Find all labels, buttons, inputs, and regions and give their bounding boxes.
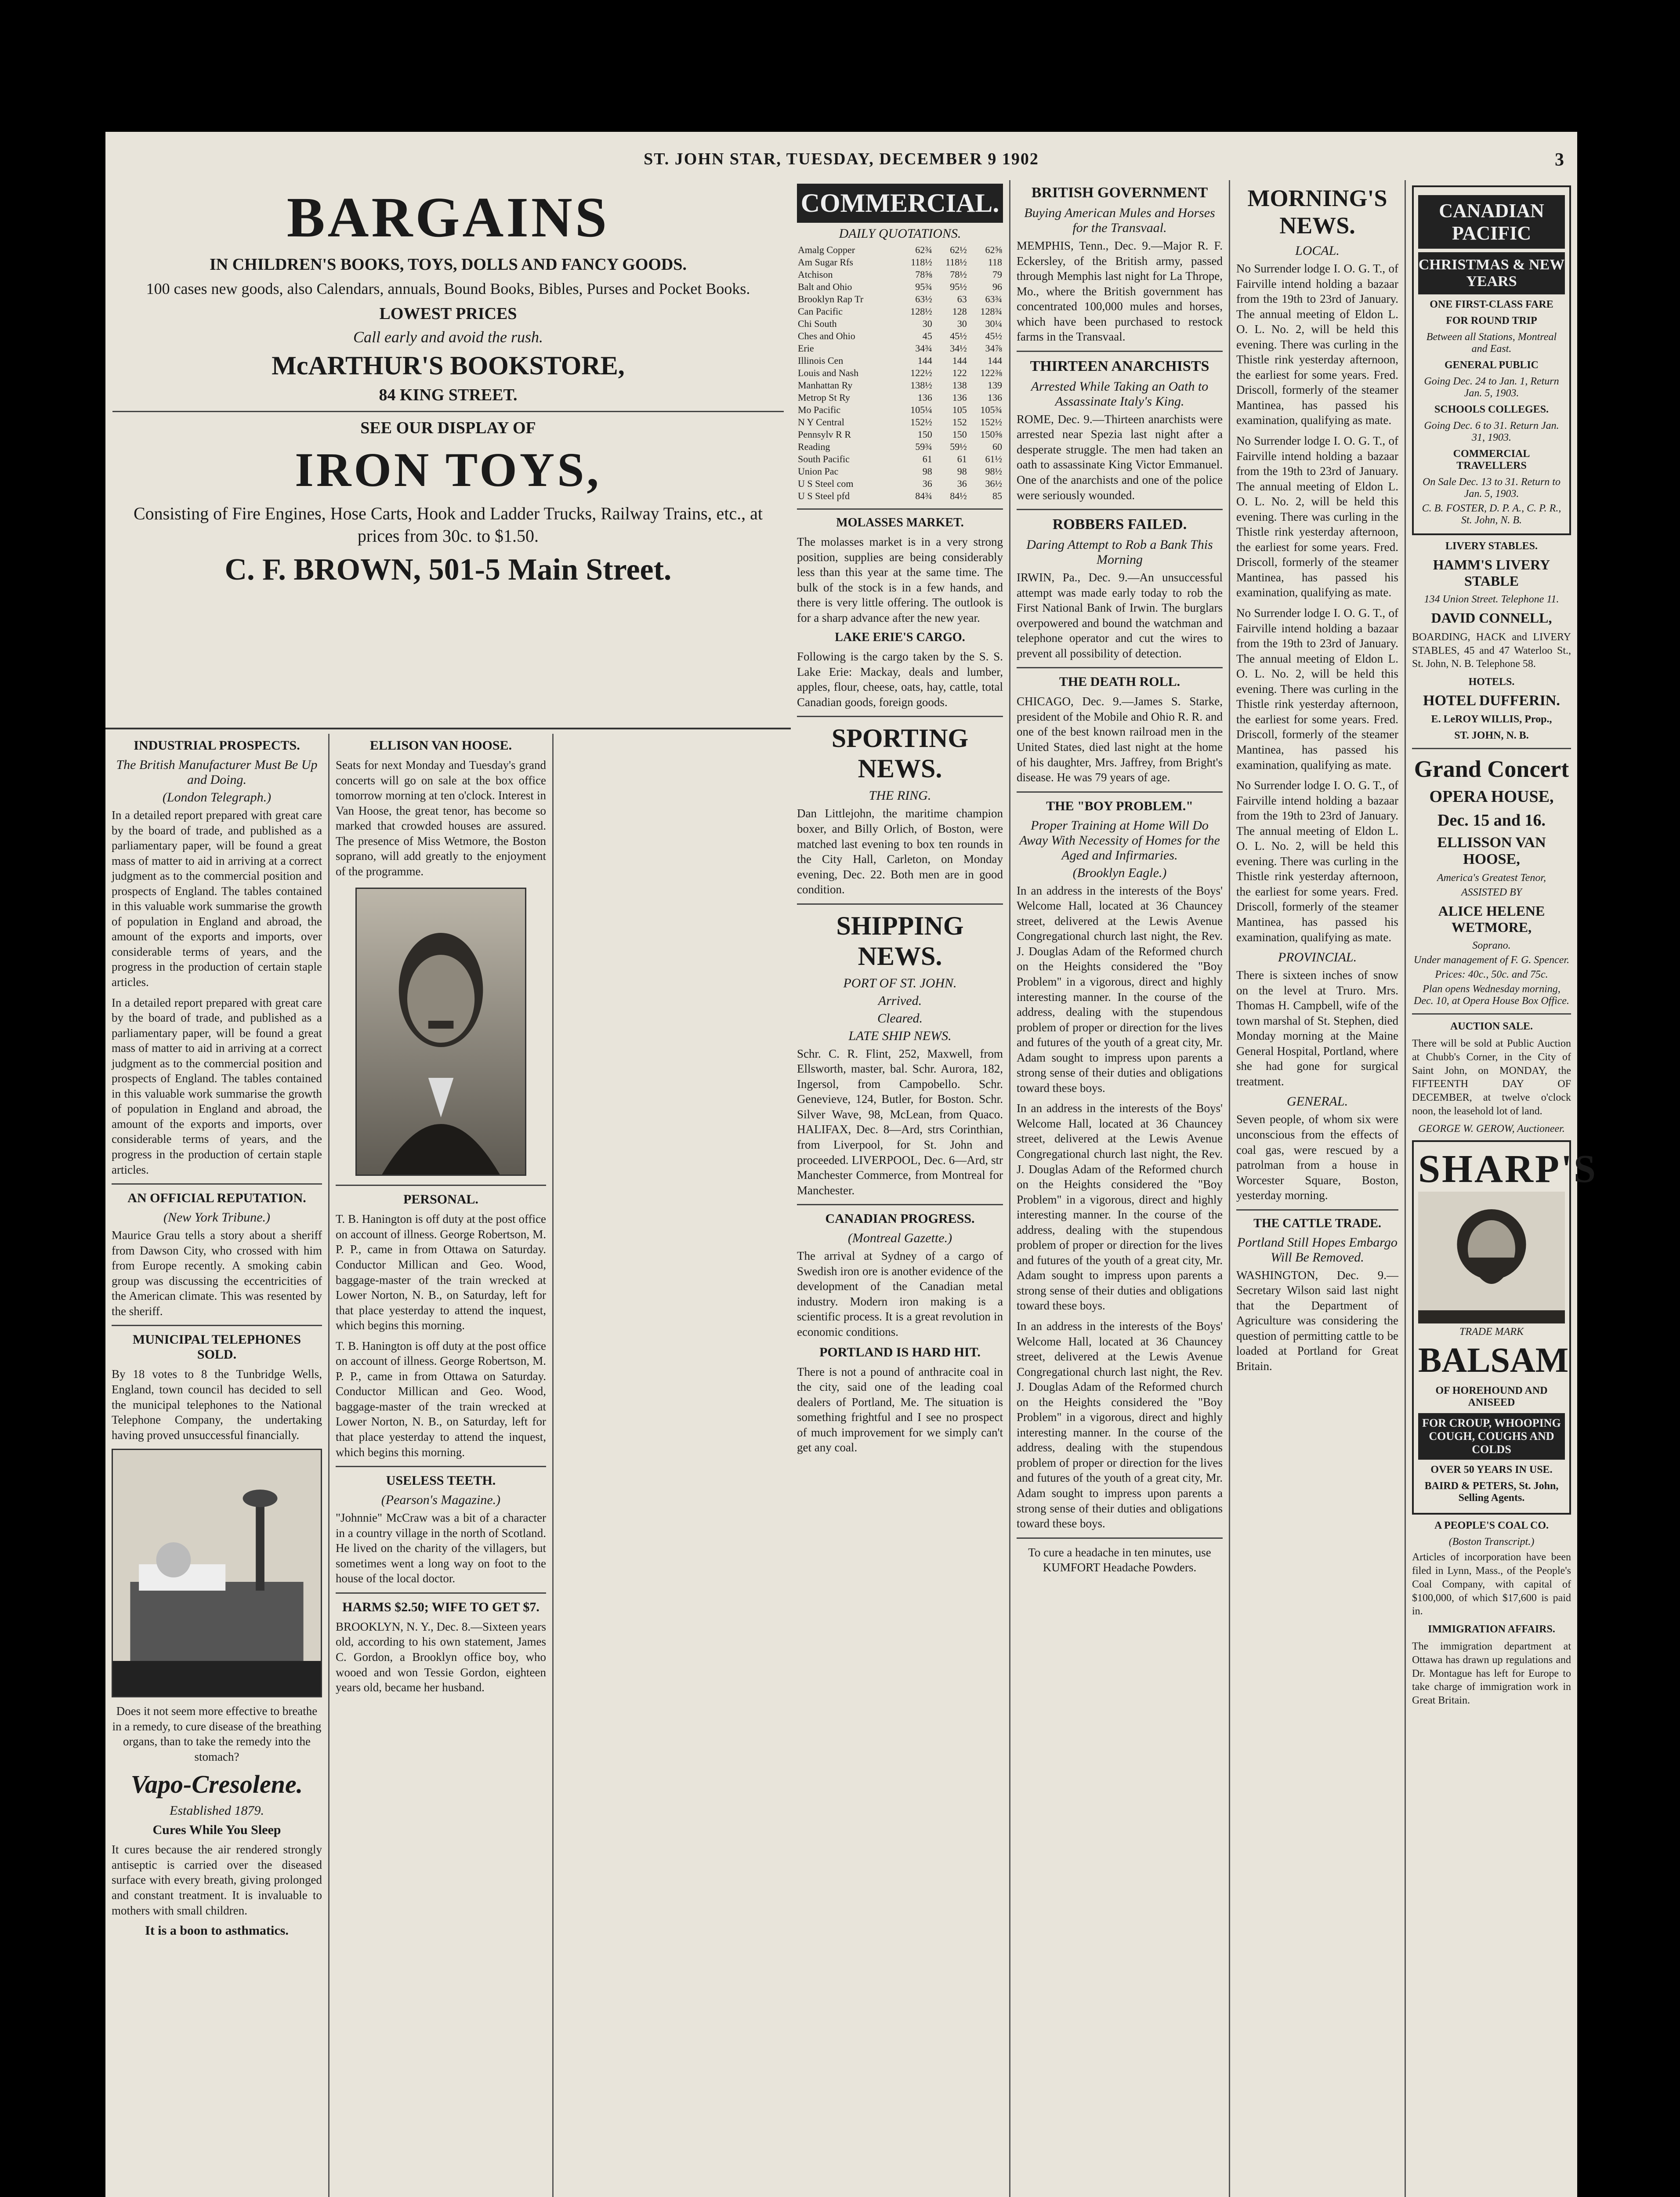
iron-toys-body: Consisting of Fire Engines, Hose Carts, Hook and Ladder Trucks, Railway Trains, etc., at prices from 30c. to $1.50. (133, 504, 763, 546)
table-cell: 139 (988, 380, 1002, 391)
table-cell: 84¾ (915, 490, 932, 501)
divider (1236, 1209, 1398, 1211)
robbers-headline: ROBBERS FAILED. (1052, 516, 1187, 533)
reputation-source: (New York Tribune.) (163, 1210, 271, 1225)
robbers-body: IRWIN, Pa., Dec. 9.—An unsuccessful attempt was made early today to rob the First National Bank of Irwin. The burglars overpowered and bound the watchman and telephone operator and cut the wires to prevent all possibility of detection. (1017, 571, 1223, 660)
table-cell: 152½ (980, 417, 1002, 428)
table-row (797, 465, 1003, 478)
boy-body-repeat: In an address in the interests of the Boys' Welcome Hall, located at 36 Chauncey street, delivered at the Lewis Avenue Congregational church last night, the Rev. J. Douglas Adam of the Reformed church on the Heights considered the "Boy Problem" in a vigorous, direct and highly interesting manner. In the course of the address, dealing with the stupendous problem of proper or direction for the lives and futures of the youth of a great city, Mr. Adam sought to impress upon parents a strong sense of their duties and obligations toward these boys. (1017, 1102, 1223, 1312)
coal-headline: A PEOPLE'S COAL CO. (1434, 1520, 1549, 1532)
cpr-headline: CHRISTMAS & NEW YEARS (1418, 252, 1565, 294)
local-sub: LOCAL. (1295, 243, 1340, 258)
table-row (797, 256, 1003, 268)
concert-soprano: ALICE HELENE WETMORE, (1438, 903, 1545, 935)
hotel-prop: E. LeROY WILLIS, Prop., (1431, 714, 1552, 725)
provincial-sub: PROVINCIAL. (1278, 950, 1357, 965)
hotel-name: HOTEL DUFFERIN. (1423, 692, 1560, 709)
hotel-city: ST. JOHN, N. B. (1454, 730, 1529, 742)
table-cell: 98 (957, 466, 967, 477)
personal-headline: PERSONAL. (403, 1192, 478, 1207)
table-cell: 150 (952, 429, 967, 440)
table-cell: 152½ (910, 417, 932, 428)
industrial-headline: INDUSTRIAL PROSPECTS. (134, 738, 300, 753)
table-row (797, 318, 1003, 330)
table-cell: 138½ (910, 380, 932, 391)
table-cell: 61 (957, 453, 967, 464)
lake-body: Following is the cargo taken by the S. S. Lake Erie: Mackay, deals and lumber, apples, flour, cheese, oats, hay, cattle, total Canadian goods, foreign goods. (797, 650, 1003, 709)
sporting-body: Dan Littlejohn, the maritime champion boxer, and Billy Orlich, of Boston, were matched last evening to box ten rounds in the City Hall, Carleton, on Monday evening, Dec. 22. Both men are in good condition. (797, 807, 1003, 896)
table-cell: 96 (992, 281, 1002, 292)
wife-body: BROOKLYN, N. Y., Dec. 8.—Sixteen years old, according to his own statement, James C. Gordon, a Brooklyn office boy, who wooed and won Tessie Gordon, eighteen years old, became her husband. (336, 1620, 546, 1694)
reputation-body: Maurice Grau tells a story about a sheriff from Dawson City, who crossed with him from Europe recently. A smoking cabin group was discussing the eccentricities of the American climate. This was resented by the sheriff. (112, 1229, 322, 1318)
table-cell: 128 (952, 306, 967, 317)
portland-body: There is not a pound of anthracite coal in the city, said one of the leading coal dealers of Portland, Me. The situation is something frightful and I see no prospect of much improvement for we simply can't get any coal. (797, 1365, 1003, 1454)
table-cell: 85 (992, 490, 1002, 501)
table-cell: 98½ (985, 466, 1002, 477)
cpr-trip: FOR ROUND TRIP (1446, 315, 1537, 326)
table-cell: Can Pacific (798, 306, 843, 317)
shipping-arrived: Arrived. (878, 993, 922, 1008)
table-cell: 122 (952, 367, 967, 378)
british-body: MEMPHIS, Tenn., Dec. 9.—Major R. F. Eckersley, of the British army, passed through Memphis last night for La Thrope, Mo., where the British government has concentrated 100,000 mules and horses, which have been purchased to restock farms in the Transvaal. (1017, 239, 1223, 344)
column-3 (791, 180, 1010, 2197)
table-cell: U S Steel com (798, 478, 854, 489)
reputation-headline: AN OFFICIAL REPUTATION. (127, 1191, 306, 1206)
table-cell: Mo Pacific (798, 404, 841, 415)
table-cell: 105¼ (910, 404, 932, 415)
divider (112, 1183, 322, 1185)
personal-body: T. B. Hanington is off duty at the post office on account of illness. George Robertson, M. P. P., came in from Ottawa on Saturday. Conductor Millican and Geo. Wood, baggage-master of the train wrecked at Lower Norton, N. B., on Saturday, left for that place yesterday to attend the inquest, which begins this morning. (336, 1212, 546, 1332)
bargains-prices: LOWEST PRICES (379, 305, 517, 323)
sporting-sub: THE RING. (869, 788, 931, 803)
auction-body: There will be sold at Public Auction at Chubb's Corner, in the City of Saint John, on MONDAY, the FIFTEENTH DAY OF DECEMBER, at twelve o'clock noon, the leasehold lot of land. (1412, 1038, 1571, 1117)
table-cell: Reading (798, 441, 830, 452)
coal-body: Articles of incorporation have been filed in Lynn, Mass., of the People's Coal Company, with capital of $100,000, of which $17,600 is paid in. (1412, 1552, 1571, 1617)
cpr-brand: CANADIAN PACIFIC (1418, 195, 1565, 249)
industrial-source: (London Telegraph.) (162, 790, 272, 805)
sharps-ad (1412, 1140, 1598, 1515)
local-body-repeat-3: No Surrender lodge I. O. G. T., of Fairville intend holding a bazaar from the 19th to 23rd of January. The annual meeting of Eldon L. O. L. No. 2, will be held this evening. There was curling in the Thistle rink yesterday afternoon, the earliest for some years. Fred. Driscoll, formerly of the steamer Mantinea, has passed his examination, qualifying as mate. (1236, 779, 1398, 944)
concert-plan: Plan opens Wednesday morning, Dec. 10, at Opera House Box Office. (1414, 983, 1569, 1007)
divider (1412, 1013, 1571, 1015)
table-row (797, 367, 1003, 379)
concert-management: Under management of F. G. Spencer. (1413, 954, 1570, 966)
hamm-name: HAMM'S LIVERY STABLE (1433, 557, 1550, 589)
table-cell: 78½ (950, 269, 967, 280)
table-cell: 61 (922, 453, 932, 464)
concert-tenor: ELLISSON VAN HOOSE, (1437, 834, 1546, 868)
concert-headline: Grand Concert (1414, 756, 1569, 783)
divider (112, 411, 784, 412)
table-cell: 34⅞ (985, 343, 1002, 354)
table-cell: Amalg Copper (798, 244, 855, 255)
concert-dates: Dec. 15 and 16. (1437, 811, 1546, 830)
cpr-agent: C. B. FOSTER, D. P. A., C. P. R., St. John, N. B. (1422, 503, 1561, 526)
divider (112, 1325, 322, 1326)
vanhoose-body: Seats for next Monday and Tuesday's grand concerts will go on sale at the box office tomorrow morning at ten o'clock. Interest in Van Hoose, the great tenor, has become so marked that crowded houses are assured. The presence of Miss Wetmore, the Boston soprano, will add greatly to the enjoyment of the programme. (336, 758, 546, 878)
sharps-of: OF HOREHOUND AND ANISEED (1435, 1385, 1548, 1409)
table-cell: 36½ (985, 478, 1002, 489)
column-4 (1010, 180, 1230, 2197)
coal-source: (Boston Transcript.) (1448, 1536, 1535, 1548)
table-cell: N Y Central (798, 417, 844, 428)
auction-auctioneer: GEORGE W. GEROW, Auctioneer. (1418, 1123, 1565, 1135)
divider (1017, 1537, 1223, 1539)
lake-headline: LAKE ERIE'S CARGO. (835, 631, 965, 645)
table-cell: 36 (957, 478, 967, 489)
local-body-repeat: No Surrender lodge I. O. G. T., of Fairville intend holding a bazaar from the 19th to 23rd of January. The annual meeting of Eldon L. O. L. No. 2, will be held this evening. There was curling in the Thistle rink yesterday afternoon, the earliest for some years. Fred. Driscoll, formerly of the steamer Mantinea, has passed his examination, qualifying as mate. (1236, 434, 1398, 599)
sharps-product: BALSAM (1418, 1341, 1569, 1380)
table-cell: Chi South (798, 318, 837, 329)
vapo-question: Does it not seem more effective to breathe in a remedy, to cure disease of the breathing organs, than to take the remedy into the stomach? (112, 1704, 322, 1763)
mornings-headline: MORNING'S NEWS. (1247, 185, 1387, 239)
teeth-headline: USELESS TEETH. (386, 1473, 496, 1488)
cpr-schools-dates: Going Dec. 6 to 31. Return Jan. 31, 1903. (1424, 420, 1559, 443)
table-cell: Louis and Nash (798, 367, 859, 378)
table-cell: Atchison (798, 269, 833, 280)
table-cell: 136 (952, 392, 967, 403)
robbers-deck: Daring Attempt to Rob a Bank This Morning (1026, 537, 1213, 567)
table-cell: 79 (992, 269, 1002, 280)
table-cell: Am Sugar Rfs (798, 257, 853, 268)
table-cell: 60 (992, 441, 1002, 452)
headache-ad: To cure a headache in ten minutes, use KUMFORT Headache Powders. (1028, 1545, 1211, 1574)
table-cell: 118 (988, 257, 1002, 268)
bargains-subline: IN CHILDREN'S BOOKS, TOYS, DOLLS AND FANCY GOODS. (209, 255, 687, 274)
table-row (797, 404, 1003, 416)
table-row (797, 342, 1003, 355)
general-sub: GENERAL. (1286, 1094, 1348, 1109)
telephones-body: By 18 votes to 8 the Tunbridge Wells, England, town council has decided to sell the municipal telephones to the National Telephone Company, the undertaking having proved unsuccessful financially. (112, 1367, 322, 1442)
portland-headline: PORTLAND IS HARD HIT. (819, 1345, 981, 1360)
commercial-headline: COMMERCIAL. (797, 184, 1003, 223)
shipping-port: PORT OF ST. JOHN. (843, 975, 957, 990)
table-cell: 78⅝ (915, 269, 932, 280)
table-row (797, 379, 1003, 392)
table-cell: 62¾ (915, 244, 932, 255)
sickbed-illustration-icon (112, 1449, 322, 1697)
anarchists-deck: Arrested While Taking an Oath to Assassinate Italy's King. (1031, 379, 1209, 409)
cpr-between: Between all Stations, Montreal and East. (1426, 331, 1557, 355)
general-body: Seven people, of whom six were unconscious from the effects of coal gas, were rescued by a patrolman from a house in Worcester Square, Boston, yesterday morning. (1236, 1113, 1398, 1202)
boy-body: In an address in the interests of the Boys' Welcome Hall, located at 36 Chauncey street, delivered at the Lewis Avenue Congregational church last night, the Rev. J. Douglas Adam of the Reformed church on the Heights considered the "Boy Problem" in a vigorous, direct and highly interesting manner. In the course of the address, dealing with the stupendous problem of proper or direction for the lives and futures of the youth of a great city, Mr. Adam sought to impress upon parents a strong sense of their duties and obligations toward these boys. (1017, 884, 1223, 1095)
column-6 (1406, 180, 1598, 2197)
bearded-man-portrait-icon (1418, 1192, 1565, 1323)
table-cell: Balt and Ohio (798, 281, 852, 292)
table-row (797, 305, 1003, 318)
shipping-body: Schr. C. R. Flint, 252, Maxwell, from Ellsworth, master, bal. Schr. Aurora, 182, Ingersol, from Campobello. Schr. Genevieve, 124, Butler, for Boston. Schr. Silver Wave, 98, McLean, from Quaco. HALIFAX, Dec. 8—Ard, strs Corinthian, from Liverpool, for St. John and proceeded. LIVERPOOL, Dec. 6—Ard, str Manchester Commerce, from Montreal for Manchester. (797, 1047, 1003, 1197)
industrial-deck: The British Manufacturer Must Be Up and Doing. (116, 758, 318, 787)
table-cell: 105¾ (980, 404, 1002, 415)
sharps-for: FOR CROUP, WHOOPING COUGH, COUGHS AND COLDS (1418, 1413, 1565, 1460)
boy-headline: THE "BOY PROBLEM." (1046, 798, 1193, 813)
table-cell: 122½ (910, 367, 932, 378)
table-cell: Illinois Cen (798, 355, 844, 366)
table-cell: 105 (952, 404, 967, 415)
death-headline: THE DEATH ROLL. (1059, 674, 1180, 689)
table-row (797, 330, 1003, 342)
vapo-established: Established 1879. (170, 1803, 264, 1818)
cattle-deck: Portland Still Hopes Embargo Will Be Removed. (1237, 1235, 1398, 1265)
column-2 (329, 734, 554, 2197)
bargains-body: 100 cases new goods, also Calendars, annuals, Bound Books, Bibles, Purses and Pocket Books. (146, 280, 750, 297)
table-cell: 36 (922, 478, 932, 489)
table-cell: 45½ (985, 330, 1002, 341)
table-cell: Union Pac (798, 466, 839, 477)
cpr-general: GENERAL PUBLIC (1444, 359, 1539, 371)
local-body-repeat-2: No Surrender lodge I. O. G. T., of Fairville intend holding a bazaar from the 19th to 23rd of January. The annual meeting of Eldon L. O. L. No. 2, will be held this evening. There was curling in the Thistle rink yesterday afternoon, the earliest for some years. Fred. Driscoll, formerly of the steamer Mantinea, has passed his examination, qualifying as mate. (1236, 606, 1398, 772)
divider (797, 716, 1003, 717)
shipping-late: LATE SHIP NEWS. (848, 1028, 952, 1043)
divider (797, 508, 1003, 510)
quotations-table (797, 244, 1003, 502)
table-cell: South Pacific (798, 453, 850, 464)
table-cell: Manhattan Ry (798, 380, 853, 391)
table-cell: 34¾ (915, 343, 932, 354)
anarchists-body: ROME, Dec. 9.—Thirteen anarchists were arrested near Spezia last night after a desperate struggle. The men had taken an oath to assassinate King Victor Emmanuel. One of the anarchists and one of the police were seriously wounded. (1017, 412, 1223, 502)
bargains-store: McARTHUR'S BOOKSTORE, (272, 351, 625, 381)
table-cell: 144 (988, 355, 1002, 366)
divider (1017, 667, 1223, 668)
table-cell: 98 (922, 466, 932, 477)
bargains-call: Call early and avoid the rush. (353, 328, 543, 346)
industrial-body-repeat: In a detailed report prepared with great care by the board of trade, and published as a parliamentary paper, will be found a great mass of matter to aid in arriving at a correct judgment as to the commercial position and prospects of England. The tables contained in this valuable work summarise the growth of population in England and abroad, the amount of the exports and imports, over considerable terms of years, and the progress in the production of certain staple articles. (112, 996, 322, 1176)
table-row (797, 441, 1003, 453)
immigration-body: The immigration department at Ottawa has drawn up regulations and Dr. Montague has left for Europe to take charge of immigration work in Great Britain. (1412, 1641, 1571, 1706)
table-cell: 122⅜ (980, 367, 1002, 378)
table-cell: Brooklyn Rap Tr (798, 294, 864, 305)
divider (797, 1204, 1003, 1205)
table-cell: 45½ (950, 330, 967, 341)
cpr-ad (1412, 185, 1571, 535)
table-cell: Pennsylv R R (798, 429, 851, 440)
table-row (797, 392, 1003, 404)
concert-tenor-desc: America's Greatest Tenor, (1437, 872, 1546, 884)
bargains-address: 84 KING STREET. (379, 386, 518, 405)
cattle-headline: THE CATTLE TRADE. (1253, 1216, 1381, 1230)
cpr-travellers-dates: On Sale Dec. 13 to 31. Return to Jan. 5, 1903. (1423, 476, 1561, 500)
divider (1412, 748, 1571, 749)
personal-body-repeat: T. B. Hanington is off duty at the post office on account of illness. George Robertson, M. P. P., came in from Ottawa on Saturday. Conductor Millican and Geo. Wood, baggage-master of the train wrecked at Lower Norton, N. B., on Saturday, left for that place yesterday to attend the inquest, which begins this morning. (336, 1339, 546, 1459)
table-cell: 150 (917, 429, 932, 440)
table-cell: 95¾ (915, 281, 932, 292)
table-cell: 144 (952, 355, 967, 366)
table-cell: 136 (988, 392, 1002, 403)
livery-headline: LIVERY STABLES. (1445, 540, 1538, 552)
divider (797, 903, 1003, 905)
table-cell: 84½ (950, 490, 967, 501)
portrait-photo-icon (355, 888, 526, 1176)
table-row (797, 268, 1003, 281)
vapo-brand: Vapo-Cresolene. (130, 1770, 303, 1799)
table-row (797, 416, 1003, 428)
iron-toys-lead: SEE OUR DISPLAY OF (360, 419, 536, 438)
table-cell: Erie (798, 343, 814, 354)
bargains-headline: BARGAINS (286, 186, 610, 249)
commercial-sub: DAILY QUOTATIONS. (839, 226, 961, 241)
table-cell: 30 (922, 318, 932, 329)
table-cell: 59¾ (915, 441, 932, 452)
auction-headline: AUCTION SALE. (1450, 1021, 1533, 1033)
divider (336, 1466, 546, 1467)
table-cell: 30 (957, 318, 967, 329)
progress-source: (Montreal Gazette.) (847, 1231, 952, 1246)
cpr-fare: ONE FIRST-CLASS FARE (1430, 299, 1553, 310)
boy-source: (Brooklyn Eagle.) (1072, 865, 1167, 880)
cpr-travellers: COMMERCIAL TRAVELLERS (1453, 448, 1530, 471)
sharps-trade: TRADE MARK (1459, 1326, 1524, 1338)
table-cell: Metrop St Ry (798, 392, 850, 403)
progress-body: The arrival at Sydney of a cargo of Swedish iron ore is another evidence of the development of the Canadian metal industry. Modern iron making is a scientific process. It is a great revolution in economic conditions. (797, 1249, 1003, 1338)
boy-body-repeat-2: In an address in the interests of the Boys' Welcome Hall, located at 36 Chauncey street, delivered at the Lewis Avenue Congregational church last night, the Rev. J. Douglas Adam of the Reformed church on the Heights considered the "Boy Problem" in a vigorous, direct and highly interesting manner. In the course of the address, dealing with the stupendous problem of proper or direction for the lives and futures of the youth of a great city, Mr. Adam sought to impress upon parents a strong sense of their duties and obligations toward these boys. (1017, 1319, 1223, 1530)
table-cell: 62½ (950, 244, 967, 255)
table-cell: 59½ (950, 441, 967, 452)
table-cell: 63¾ (985, 294, 1002, 305)
vanhoose-headline: ELLISON VAN HOOSE. (369, 738, 512, 753)
shipping-cleared: Cleared. (877, 1011, 923, 1026)
cpr-general-dates: Going Dec. 24 to Jan. 1, Return Jan. 5, 1903. (1424, 376, 1559, 399)
connell-body: BOARDING, HACK and LIVERY STABLES, 45 and 47 Waterloo St., St. John, N. B. Telephone 58. (1412, 631, 1571, 670)
molasses-headline: MOLASSES MARKET. (836, 516, 964, 529)
telephones-headline: MUNICIPAL TELEPHONES SOLD. (132, 1332, 301, 1362)
table-row (797, 490, 1003, 502)
table-cell: Ches and Ohio (798, 330, 855, 341)
table-row (797, 281, 1003, 293)
top-ads (105, 180, 791, 729)
british-deck: Buying American Mules and Horses for the Transvaal. (1024, 206, 1215, 235)
page-number: 3 (1555, 150, 1564, 170)
divider (336, 1592, 546, 1594)
table-row (797, 355, 1003, 367)
vapo-boon: It is a boon to asthmatics. (145, 1923, 289, 1938)
concert-prices: Prices: 40c., 50c. and 75c. (1435, 969, 1548, 981)
iron-toys-headline: IRON TOYS, (295, 443, 601, 497)
connell-name: DAVID CONNELL, (1431, 610, 1552, 626)
running-head: ST. JOHN STAR, TUESDAY, DECEMBER 9 1902 (644, 150, 1039, 168)
vapo-tagline: Cures While You Sleep (152, 1823, 281, 1838)
table-cell: 144 (917, 355, 932, 366)
table-cell: 118½ (945, 257, 967, 268)
sporting-headline: SPORTING NEWS. (831, 724, 969, 783)
sharps-name: SHARP'S (1418, 1147, 1598, 1191)
table-cell: 30¼ (985, 318, 1002, 329)
divider (336, 1185, 546, 1186)
cpr-schools: SCHOOLS COLLEGES. (1434, 404, 1549, 415)
shipping-headline: SHIPPING NEWS. (836, 911, 964, 971)
teeth-source: (Pearson's Magazine.) (381, 1493, 501, 1508)
table-row (797, 293, 1003, 305)
table-row (797, 428, 1003, 441)
british-headline: BRITISH GOVERNMENT (1031, 185, 1208, 201)
local-body: No Surrender lodge I. O. G. T., of Fairville intend holding a bazaar from the 19th to 23rd of January. The annual meeting of Eldon L. O. L. No. 2, will be held this evening. There was curling in the Thistle rink yesterday afternoon, the earliest for some years. Fred. Driscoll, formerly of the steamer Mantinea, has passed his examination, qualifying as mate. (1236, 262, 1398, 427)
progress-headline: CANADIAN PROGRESS. (825, 1211, 975, 1226)
iron-toys-store: C. F. BROWN, 501-5 Main Street. (224, 553, 672, 587)
hamm-address: 134 Union Street. Telephone 11. (1424, 594, 1559, 605)
table-cell: 152 (952, 417, 967, 428)
table-row (797, 244, 1003, 256)
table-cell: 150⅝ (980, 429, 1002, 440)
table-cell: 34½ (950, 343, 967, 354)
newspaper-page (105, 132, 1598, 2197)
cattle-body: WASHINGTON, Dec. 9.—Secretary Wilson said last night that the Department of Agriculture was considering the question of permitting cattle to be loaded at Portland for Great Britain. (1236, 1268, 1398, 1373)
vapo-body: It cures because the air rendered strongly antiseptic is carried over the diseased surface with every breath, giving prolonged and constant treatment. It is invaluable to mothers with small children. (112, 1843, 322, 1917)
table-cell: 136 (917, 392, 932, 403)
teeth-body: "Johnnie" McCraw was a bit of a character in a country village in the north of Scotland. He lived on the charity of the villagers, but sometimes went a long way on foot to the house of the local doctor. (336, 1511, 546, 1585)
concert-venue: OPERA HOUSE, (1429, 787, 1554, 806)
divider (1017, 509, 1223, 510)
table-cell: 62⅝ (985, 244, 1002, 255)
table-cell: 45 (922, 330, 932, 341)
wife-headline: HARMS $2.50; WIFE TO GET $7. (342, 1599, 539, 1614)
table-cell: 95½ (950, 281, 967, 292)
divider (1017, 791, 1223, 793)
column-5 (1230, 180, 1406, 2197)
table-cell: 138 (952, 380, 967, 391)
table-row (797, 453, 1003, 465)
table-cell: 63 (957, 294, 967, 305)
sharps-years: OVER 50 YEARS IN USE. (1430, 1464, 1553, 1476)
anarchists-headline: THIRTEEN ANARCHISTS (1030, 358, 1209, 374)
table-cell: 118½ (911, 257, 932, 268)
concert-assisted: ASSISTED BY (1461, 887, 1522, 899)
provincial-body: There is sixteen inches of snow on the level at Truro. Mrs. Thomas H. Campbell, wife of the town marshal of St. Stephen, died Monday morning at the Maine General Hospital, Portland, where she had gone for surgical treatment. (1236, 968, 1398, 1088)
column-1 (105, 734, 329, 2197)
concert-soprano-desc: Soprano. (1472, 940, 1511, 952)
industrial-body: In a detailed report prepared with great care by the board of trade, and published as a parliamentary paper, will be found a great mass of matter to aid in arriving at a correct judgment as to the commercial position and prospects of England. The tables contained in this valuable work summarise the growth of population in England and abroad, the amount of the exports and imports, over considerable terms of years, and the progress in the production of certain staple articles. (112, 808, 322, 989)
boy-deck: Proper Training at Home Will Do Away With Necessity of Homes for the Aged and Infirmaries. (1019, 818, 1220, 863)
sharps-agents: BAIRD & PETERS, St. John, Selling Agents. (1424, 1480, 1559, 1504)
table-cell: 63½ (915, 294, 932, 305)
table-row (797, 478, 1003, 490)
table-cell: 128½ (910, 306, 932, 317)
immigration-headline: IMMIGRATION AFFAIRS. (1428, 1624, 1555, 1635)
table-cell: U S Steel pfd (798, 490, 850, 501)
hotels-headline: HOTELS. (1468, 676, 1515, 688)
divider (1017, 351, 1223, 352)
death-body: CHICAGO, Dec. 9.—James S. Starke, president of the Mobile and Ohio R. R. and one of the best known railroad men in the United States, died last night at the home of his daughter, Mrs. Jaffrey, from Bright's disease. He was 79 years of age. (1017, 695, 1223, 784)
table-cell: 128¾ (980, 306, 1002, 317)
table-cell: 61½ (985, 453, 1002, 464)
molasses-body: The molasses market is in a very strong position, supplies are being considerably less than this year at the same time. The bulk of the stock is in a few hands, and there is very little offering. The outlook is for a sharp advance after the new year. (797, 535, 1003, 624)
